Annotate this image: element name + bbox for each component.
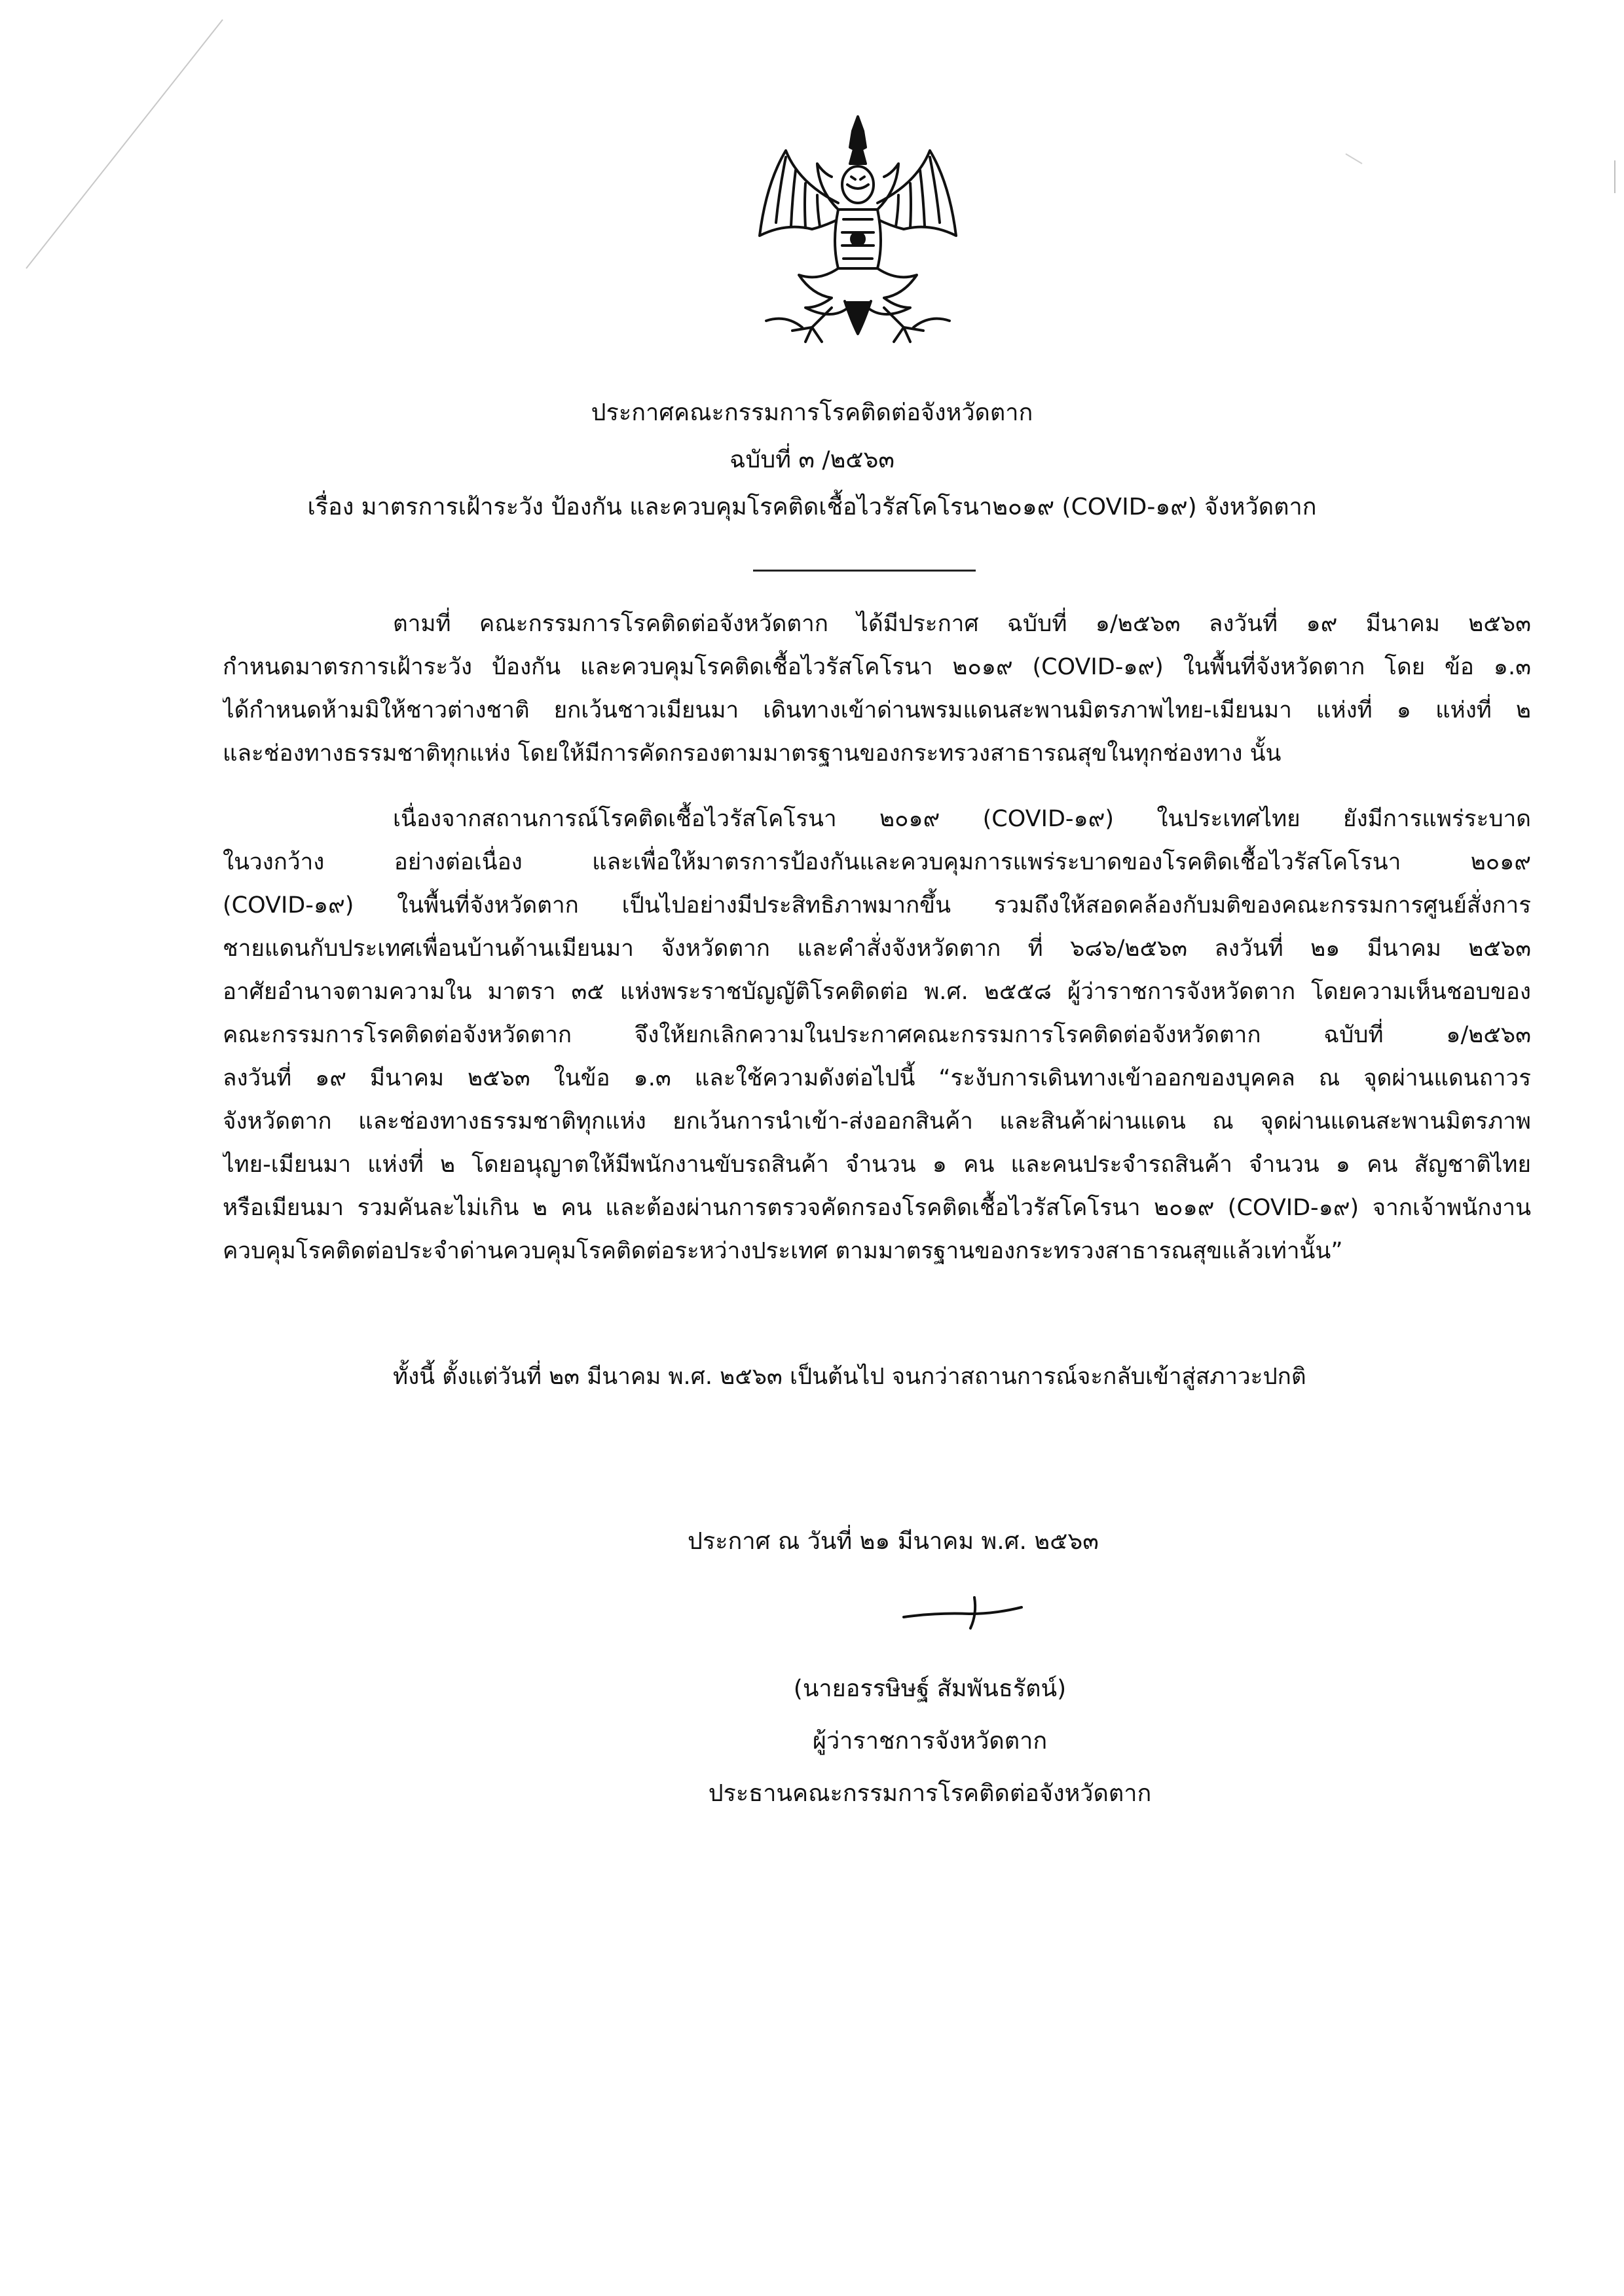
document-header (0, 390, 1624, 531)
document-subject: เรื่อง มาตรการเฝ้าระวัง ป้องกัน และควบคุมโรคติดเชื้อไวรัสโคโรนา๒๐๑๙ (COVID-๑๙) จังหวัดตาก (307, 494, 1317, 520)
paragraph-line: จังหวัดตาก และช่องทางธรรมชาติทุกแห่ง ยกเว้นการนำเข้า-ส่งออกสินค้า และสินค้าผ่านแดน ณ จุดผ่านแดนสะพานมิตรภาพ (223, 1108, 1531, 1135)
signer-name: (นายอรรษิษฐ์ สัมพันธรัตน์) (793, 1675, 1067, 1702)
document-number: ฉบับที่ ๓ /๒๕๖๓ (729, 446, 895, 473)
signer-position: ผู้ว่าราชการจังหวัดตาก (812, 1728, 1048, 1755)
paragraph-line: ตามที่ คณะกรรมการโรคติดต่อจังหวัดตาก ได้มีประกาศ ฉบับที่ ๑/๒๕๖๓ ลงวันที่ ๑๙ มีนาคม ๒๕๖๓ (393, 611, 1531, 637)
paragraph-line: กำหนดมาตรการเฝ้าระวัง ป้องกัน และควบคุมโรคติดเชื้อไวรัสโคโรนา ๒๐๑๙ (COVID-๑๙) ในพื้นที่จังหวัดตาก โดย ข้อ ๑.๓ (223, 654, 1531, 680)
header-divider (753, 570, 976, 572)
scan-artifact-mark (1342, 151, 1369, 170)
garuda-emblem-icon (740, 111, 976, 354)
paragraph-line: ทั้งนี้ ตั้งแต่วันที่ ๒๓ มีนาคม พ.ศ. ๒๕๖๓ เป็นต้นไป จนกว่าสถานการณ์จะกลับเข้าสู่สภาวะปกติ (393, 1364, 1306, 1390)
paragraph-line: อาศัยอำนาจตามความใน มาตรา ๓๕ แห่งพระราชบัญญัติโรคติดต่อ พ.ศ. ๒๕๕๘ ผู้ว่าราชการจังหวัดตาก โดยความเห็นชอบของ (223, 979, 1531, 1005)
signer-block (701, 1663, 1159, 1820)
paragraph-line: ได้กำหนดห้ามมิให้ชาวต่างชาติ ยกเว้นชาวเมียนมา เดินทางเข้าด่านพรมแดนสะพานมิตรภาพไทย-เมียนมา แห่งที่ ๑ แห่งที่ ๒ (223, 697, 1531, 723)
paragraph-line: (COVID-๑๙) ในพื้นที่จังหวัดตาก เป็นไปอย่างมีประสิทธิภาพมากขึ้น รวมถึงให้สอดคล้องกับมติของคณะกรรมการศูนย์สั่งการ (223, 892, 1531, 919)
scan-artifact-line (20, 13, 229, 275)
paragraph-line: คณะกรรมการโรคติดต่อจังหวัดตาก จึงให้ยกเลิกความในประกาศคณะกรรมการโรคติดต่อจังหวัดตาก ฉบับที่ ๑/๒๕๖๓ (223, 1022, 1531, 1048)
announcement-date: ประกาศ ณ วันที่ ๒๑ มีนาคม พ.ศ. ๒๕๖๓ (688, 1528, 1099, 1555)
paragraph-line: ลงวันที่ ๑๙ มีนาคม ๒๕๖๓ ในข้อ ๑.๓ และใช้ความดังต่อไปนี้ “ระงับการเดินทางเข้าออกของบุคคล ณ จุดผ่านแดนถาวร (223, 1065, 1531, 1091)
paragraph-2 (223, 797, 1531, 1273)
paragraph-line: เนื่องจากสถานการณ์โรคติดเชื้อไวรัสโคโรนา ๒๐๑๙ (COVID-๑๙) ในประเทศไทย ยังมีการแพร่ระบาด (393, 806, 1531, 832)
signer-role: ประธานคณะกรรมการโรคติดต่อจังหวัดตาก (708, 1780, 1152, 1807)
paragraph-3 (223, 1355, 1531, 1398)
scan-artifact-mark (1611, 157, 1619, 196)
paragraph-line: ในวงกว้าง อย่างต่อเนื่อง และเพื่อให้มาตรการป้องกันและควบคุมการแพร่ระบาดของโรคติดเชื้อไวรัสโคโรนา ๒๐๑๙ (223, 849, 1531, 875)
paragraph-line: และช่องทางธรรมชาติทุกแห่ง โดยให้มีการคัดกรองตามมาตรฐานของกระทรวงสาธารณสุขในทุกช่องทาง นั้น (223, 740, 1282, 767)
document-title: ประกาศคณะกรรมการโรคติดต่อจังหวัดตาก (591, 399, 1033, 426)
handwritten-signature-icon (897, 1581, 1028, 1640)
paragraph-1 (223, 602, 1531, 775)
paragraph-line: หรือเมียนมา รวมคันละไม่เกิน ๒ คน และต้องผ่านการตรวจคัดกรองโรคติดเชื้อไวรัสโคโรนา ๒๐๑๙ (COVID-๑๙) จากเจ้าพนักงาน (223, 1195, 1531, 1221)
paragraph-line: ควบคุมโรคติดต่อประจำด่านควบคุมโรคติดต่อระหว่างประเทศ ตามมาตรฐานของกระทรวงสาธารณสุขแล้วเท่านั้น” (223, 1238, 1343, 1264)
paragraph-line: ไทย-เมียนมา แห่งที่ ๒ โดยอนุญาตให้มีพนักงานขับรถสินค้า จำนวน ๑ คน และคนประจำรถสินค้า จำนวน ๑ คน สัญชาติไทย (223, 1152, 1531, 1178)
paragraph-line: ชายแดนกับประเทศเพื่อนบ้านด้านเมียนมา จังหวัดตาก และคำสั่งจังหวัดตาก ที่ ๖๘๖/๒๕๖๓ ลงวันที่ ๒๑ มีนาคม ๒๕๖๓ (223, 936, 1531, 962)
